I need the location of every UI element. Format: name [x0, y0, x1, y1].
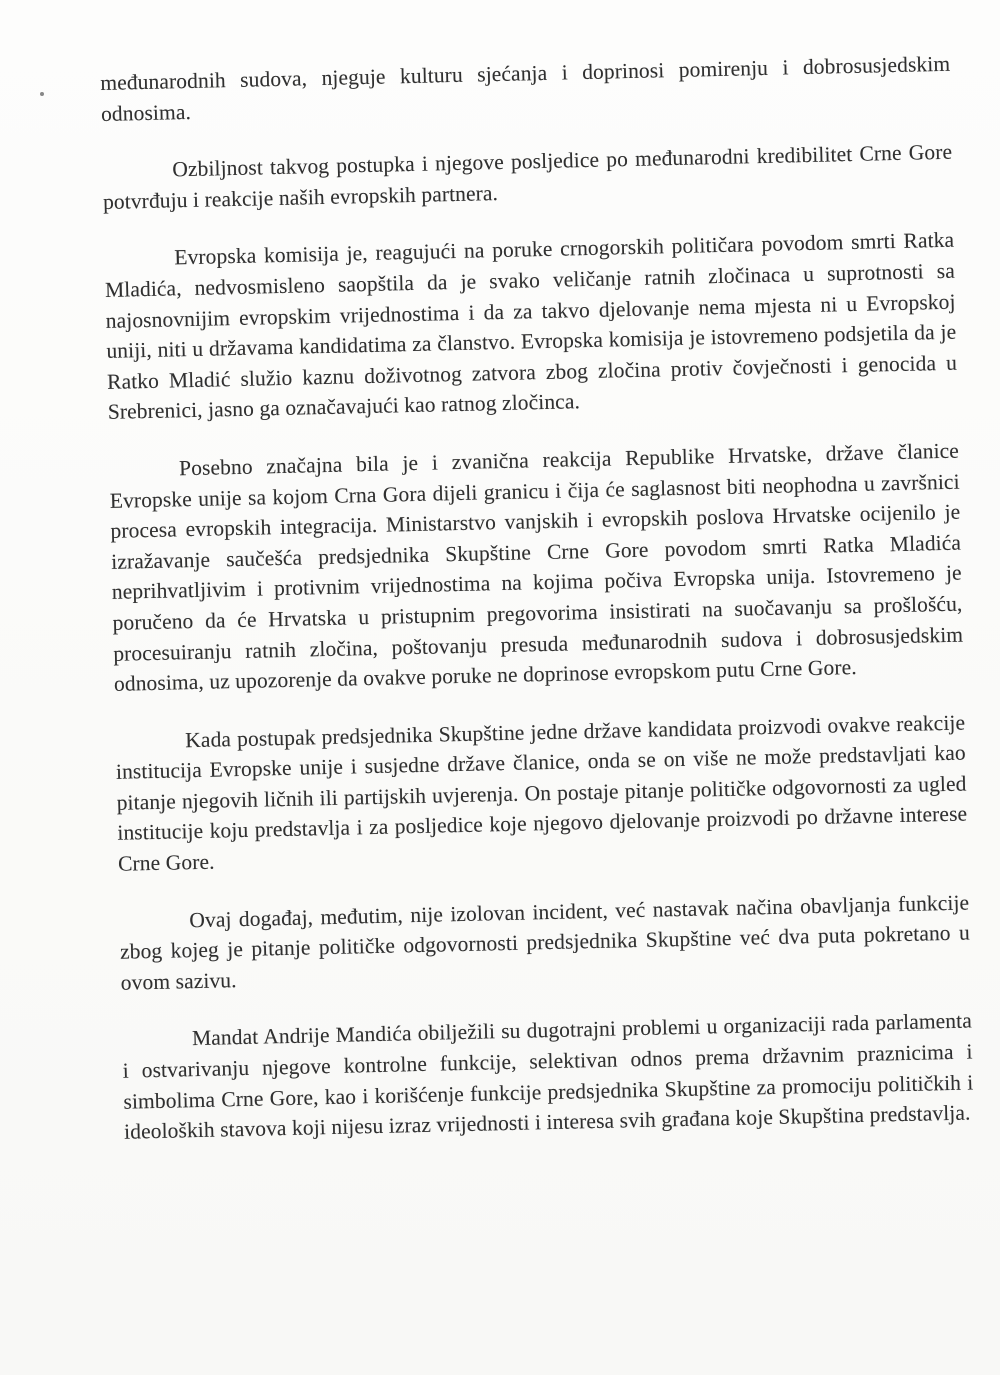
scan-dot: [40, 92, 44, 96]
paragraph-credibility: Ozbiljnost takvog postupka i njegove posljedice po međunarodni kredibilitet Crne Gore potvrđuju i reakcije naših evropskih partnera.: [102, 139, 953, 214]
document-body: [100, 49, 975, 1175]
paragraph-political-responsibility: Kada postupak predsjednika Skupštine jedne države kandidata proizvodi ovakve reakcije institucija Evropske unije i susjedne države članice, onda se on više ne može predstavljati kao pitanje njegovih ličnih ili partijskih uvjerenja. On postaje pitanje političke odgovornosti za ugled institucije koju predstavlja i za posljedice koje njegovo djelovanje proizvodi po državne interese Crne Gore.: [115, 710, 968, 876]
paragraph-not-isolated: Ovaj događaj, međutim, nije izolovan incident, već nastavak načina obavljanja funkcije zbog kojeg je pitanje političke odgovornosti predsjednika Skupštine već dva puta pokretano u ovom sazivu.: [119, 890, 971, 995]
paragraph-croatia-reaction: Posebno značajna bila je i zvanična reakcija Republike Hrvatske, države članice Evropske unije sa kojom Crna Gora dijeli granicu i čija će saglasnost biti neophodna u završnici procesa evropskih integracija. Ministarstvo vanjskih i evropskih poslova Hrvatske ocijenilo je izražavanje saučešća predsjednika Skupštine Crne Gore povodom smrti Ratka Mladića neprihvatljivim i protivnim vrijednostima na kojima počiva Evropska unija. Istovremeno je poručeno da će Hrvatska u pristupnim pregovorima insistirati na suočavanju sa prošlošću, procesuiranju ratnih zločina, poštovanju presuda međunarodnih sudova i dobrosusjedskim odnosima, uz upozorenje da ovakve poruke ne doprinose evropskom putu Crne Gore.: [109, 438, 964, 696]
paragraph-european-commission: Evropska komisija je, reagujući na poruke crnogorskih političara povodom smrti Ratka Mladića, nedvosmisleno saopštila da je svako veličanje ratnih zločinaca u suprotnosti sa najosnovnijim evropskim vrijednostima i da za takvo djelovanje nema mjesta ni u Evropskoj uniji, niti u državama kandidatima za članstvo. Evropska komisija je istovremeno podsjetila da je Ratko Mladić služio kaznu doživotnog zatvora zbog zločina protiv čovječnosti i genocida u Srebrenici, jasno ga označavajući kao ratnog zločinca.: [104, 228, 958, 425]
paragraph-mandate: Mandat Andrije Mandića obilježili su dugotrajni problemi u organizaciji rada parlamenta i ostvarivanju njegove kontrolne funkcije, selektivan odnos prema državnim praznicima i simbolima Crne Gore, kao i korišćenje funkcije predsjednika Skupštine za promociju političkih i ideoloških stavova koji nijesu izraz vrijednosti i interesa svih građana koje Skupština predstavlja.: [122, 1008, 974, 1144]
paragraph-continued: međunarodnih sudova, njeguje kulturu sjećanja i doprinosi pomirenju i dobrosusjedskim odnosima.: [100, 51, 951, 126]
